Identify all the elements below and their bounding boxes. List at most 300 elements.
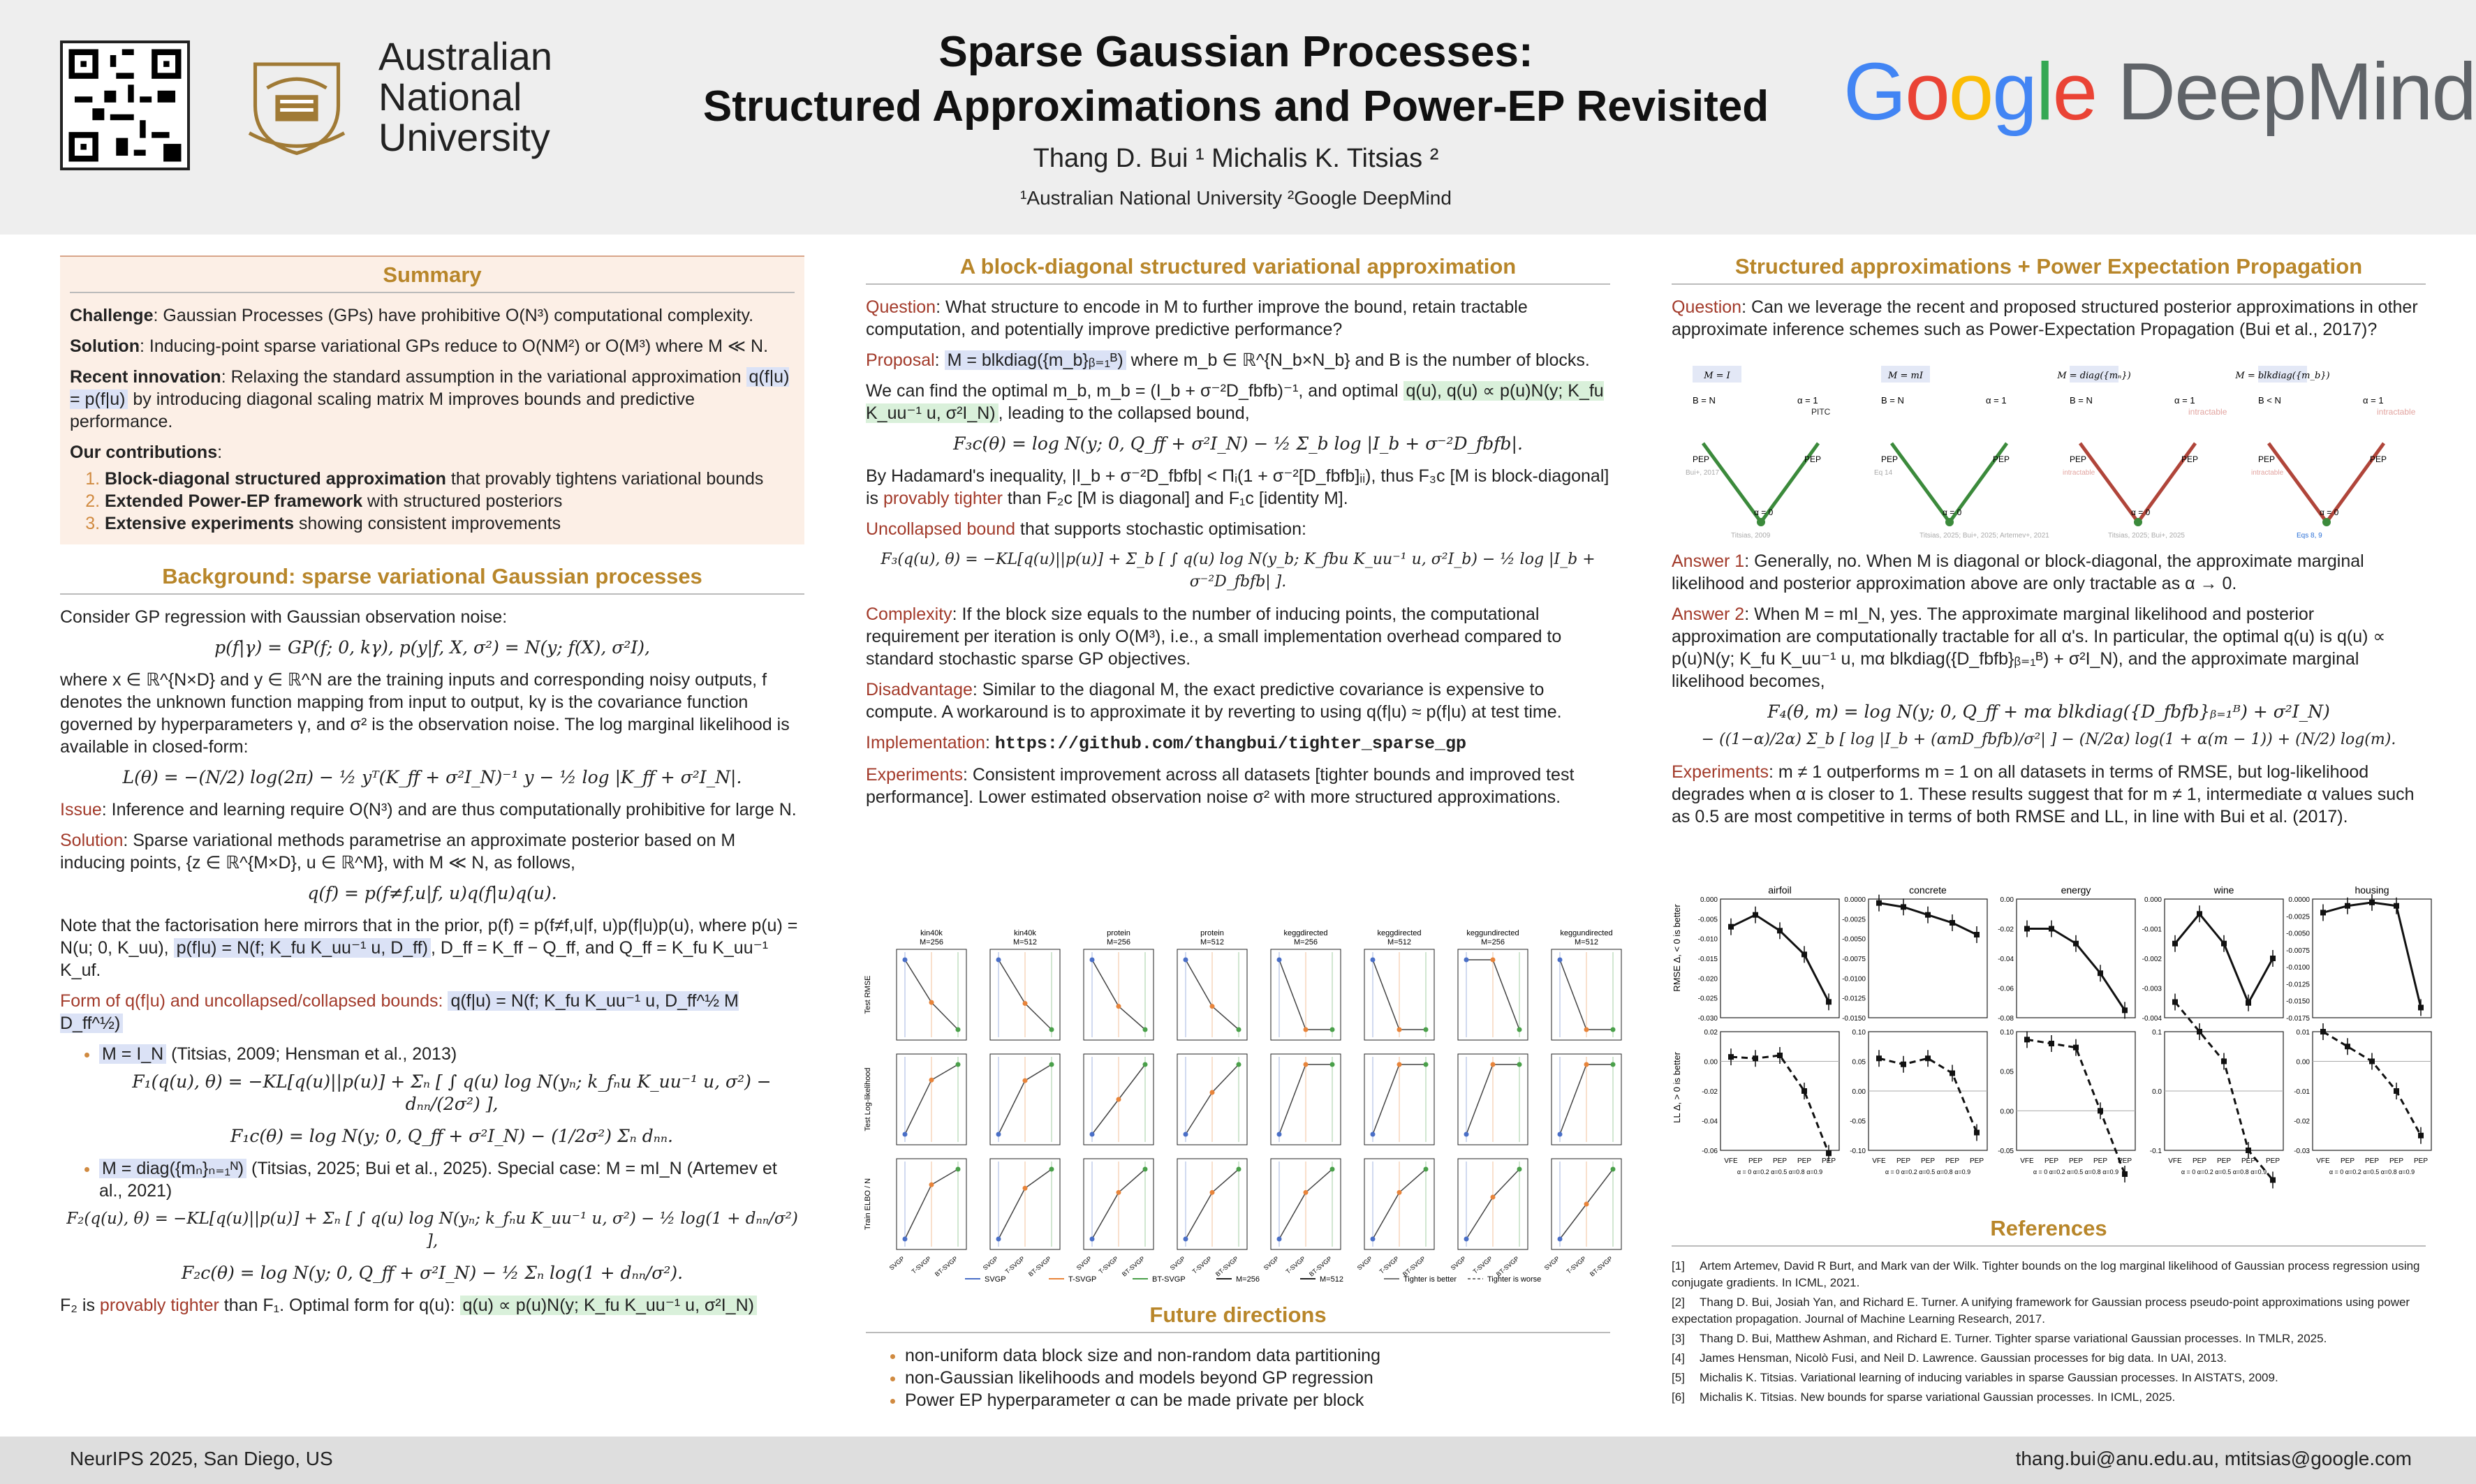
x-tick-label: VFE bbox=[1724, 1157, 1738, 1165]
exp-point bbox=[1558, 1132, 1563, 1137]
tick-label: -0.08 bbox=[1998, 1015, 2014, 1023]
ll-series-line bbox=[2323, 1032, 2421, 1136]
exp-x-label: BT-SVGP bbox=[1588, 1254, 1614, 1278]
ll-point bbox=[2098, 1108, 2103, 1113]
diagram-label: M = mI bbox=[1888, 371, 1923, 381]
pep-diagram-panel bbox=[1874, 366, 2049, 540]
ll-point bbox=[2394, 1088, 2399, 1094]
exp-row-label: Test RMSE bbox=[864, 975, 872, 1014]
tick-label: 0.1 bbox=[2152, 1029, 2162, 1037]
block-experiments bbox=[866, 764, 1610, 808]
exp-point bbox=[1371, 1237, 1376, 1242]
poster-footer bbox=[0, 1437, 2476, 1484]
x-tick-label: PEP bbox=[1797, 1157, 1812, 1165]
ll-point bbox=[1974, 1130, 1980, 1136]
ll-point bbox=[2049, 1041, 2054, 1046]
google-deepmind-logo bbox=[1843, 45, 2475, 138]
form-label: Form of q(f|u) and uncollapsed/collapsed bounds: bbox=[60, 991, 443, 1011]
exp-x-label: BT-SVGP bbox=[1214, 1254, 1240, 1278]
exp-point bbox=[996, 1237, 1001, 1242]
exp-x-label: BT-SVGP bbox=[1494, 1254, 1521, 1278]
tick-label: -0.0100 bbox=[1842, 975, 1866, 984]
contribution-rest: that provably tightens variational bounds bbox=[445, 469, 764, 489]
reference-number: [4] bbox=[1672, 1351, 1685, 1365]
reference-text: Thang D. Bui, Josiah Yan, and Richard E. Turner. A unifying framework for Gaussian process pseudo-point approximations using power expectation propagation. Journal of Machine Learning Research, 2017. bbox=[1672, 1296, 2410, 1326]
reference-item bbox=[1672, 1370, 2426, 1386]
form-line bbox=[60, 990, 804, 1034]
disadv-label: Disadvantage bbox=[866, 680, 973, 699]
contribution-item bbox=[105, 468, 795, 490]
exp-point bbox=[1330, 1167, 1335, 1172]
exp-col-title: protein bbox=[1200, 929, 1224, 937]
exp-col-m: M=256 bbox=[920, 938, 943, 947]
form-highlight: q(f|u) = N(f; K_fu K_uu⁻¹ u, D_ff^½ M D_ff^½) bbox=[60, 991, 739, 1033]
tick-label: -0.0075 bbox=[1842, 956, 1866, 963]
exp-col-m: M=512 bbox=[1575, 938, 1598, 947]
exp-x-label: T-SVGP bbox=[1191, 1254, 1214, 1275]
para2a: Note that the factorisation here mirrors that in the prior, p(f) = p(f≠f,u|f, u)p(f|u)p(u), where p(u) = N(u; 0, K_uu), bbox=[60, 916, 798, 958]
exp-point bbox=[1184, 1237, 1188, 1242]
reference-text: Michalis K. Titsias. Variational learning of inducing variables in sparse Gaussian processes. In AISTATS, 2009. bbox=[1700, 1371, 2278, 1384]
proposal-highlight: M = blkdiag({m_b}ᵦ₌₁ᴮ) bbox=[945, 350, 1126, 370]
exp-x-label: T-SVGP bbox=[910, 1254, 933, 1275]
exp-point bbox=[1304, 1027, 1309, 1032]
rmse-point bbox=[1925, 912, 1931, 918]
exp-point bbox=[1517, 1062, 1522, 1067]
tick-label: -0.03 bbox=[2294, 1148, 2310, 1155]
exp-point bbox=[1090, 1237, 1095, 1242]
authors: Thang D. Bui ¹ Michalis K. Titsias ² bbox=[1033, 144, 1439, 173]
tick-label: -0.0025 bbox=[2286, 913, 2310, 921]
x-tick-label: VFE bbox=[2316, 1157, 2330, 1165]
impl-label: Implementation bbox=[866, 733, 985, 752]
ll-point bbox=[1728, 1054, 1734, 1060]
background-title: Background: sparse variational Gaussian processes bbox=[60, 565, 804, 595]
exp-point bbox=[1464, 1132, 1469, 1137]
ll-point bbox=[1876, 1055, 1882, 1061]
rmse-point bbox=[2394, 903, 2399, 909]
tick-label: -0.005 bbox=[1697, 916, 1718, 924]
case-diagonal bbox=[99, 1157, 804, 1202]
rmse-point bbox=[2049, 926, 2054, 932]
disadv-text: : Similar to the diagonal M, the exact predictive covariance is expensive to compute. A workaround is to approximate it by reverting to using q(f|u) ≈ p(f|u) at test time. bbox=[866, 680, 1562, 722]
proposal: Proposal: M = blkdiag({m_b}ᵦ₌₁ᴮ) where m_b ∈ ℝ^{N_b×N_b} and B is the number of blocks. bbox=[866, 350, 1590, 370]
poster-title bbox=[614, 25, 1857, 134]
tick-label: -0.030 bbox=[1697, 1015, 1718, 1023]
optimal-text: We can find the optimal m_b, m_b = (I_b + σ⁻²D_fbfb)⁻¹, and optimal bbox=[866, 381, 1403, 401]
structured-exp-text: : m ≠ 1 outperforms m = 1 on all datasets in terms of RMSE, but log-likelihood degrades when α is closer to 1. These results suggest that for m ≠ 1, intermediate α values such as 0.5 are most competitive in terms of both RMSE and LL, in line with Bui et al. (2017). bbox=[1672, 762, 2415, 826]
exp-point bbox=[1330, 1027, 1335, 1032]
challenge-label: Challenge bbox=[70, 306, 154, 325]
answers bbox=[1672, 550, 2426, 836]
tick-label: -0.05 bbox=[1850, 1118, 1866, 1126]
qr-code-icon bbox=[60, 40, 190, 170]
rmse-point bbox=[2246, 1000, 2251, 1006]
legend-label: Tighter is worse bbox=[1487, 1275, 1542, 1284]
x-tick-label: PEP bbox=[2093, 1157, 2108, 1165]
anu-line-2: National bbox=[378, 75, 522, 119]
contribution-rest: showing consistent improvements bbox=[293, 514, 561, 533]
diagram-vertex-node bbox=[1757, 518, 1765, 526]
diagram-pep-right: PEP bbox=[2370, 454, 2387, 464]
rmse-series-line bbox=[2175, 914, 2273, 1003]
anu-wordmark bbox=[378, 36, 552, 158]
pep-diagram-panel bbox=[2056, 366, 2227, 540]
exp-x-label: SVGP bbox=[1355, 1254, 1374, 1272]
diagram-label: M = blkdiag({m_b}) bbox=[2235, 371, 2330, 381]
x-tick-label: VFE bbox=[2020, 1157, 2034, 1165]
exp-point bbox=[1184, 1132, 1188, 1137]
rmse-point bbox=[2122, 1007, 2128, 1013]
exp-point bbox=[1517, 1027, 1522, 1032]
exp-row-label: Test Log-likelihood bbox=[864, 1067, 872, 1131]
tick-label: -0.05 bbox=[1998, 1148, 2014, 1155]
future-title: Future directions bbox=[866, 1304, 1610, 1333]
exp-x-label: T-SVGP bbox=[1003, 1254, 1026, 1275]
x-tick-label: PEP bbox=[2389, 1157, 2404, 1165]
legend-label: T-SVGP bbox=[1068, 1275, 1097, 1284]
diagram-left-edge bbox=[2080, 443, 2138, 522]
case-identity bbox=[99, 1043, 804, 1148]
innovation-highlight: q(f|u) = p(f|u) bbox=[70, 367, 790, 409]
exp-point bbox=[1237, 1062, 1241, 1067]
exp-point bbox=[1611, 1062, 1616, 1067]
future-item: • non-uniform data block size and non-random data partitioning bbox=[905, 1344, 1610, 1367]
exp-x-label: SVGP bbox=[981, 1254, 1000, 1272]
rmse-point bbox=[2369, 900, 2375, 905]
tick-label: -0.1 bbox=[2149, 1148, 2162, 1155]
contact-emails: thang.bui@anu.edu.au, mtitsias@google.com bbox=[2015, 1448, 2412, 1469]
tick-label: -0.0175 bbox=[2286, 1015, 2310, 1023]
tick-label: -0.0150 bbox=[1842, 1015, 1866, 1023]
contribution-rest: with structured posteriors bbox=[362, 491, 563, 511]
contribution-bold: Extensive experiments bbox=[105, 514, 294, 533]
innovation bbox=[70, 366, 795, 433]
diagram-pep-right: PEP bbox=[1804, 454, 1822, 464]
exp-point bbox=[1023, 1186, 1028, 1191]
tick-label: -0.004 bbox=[2142, 1015, 2162, 1023]
rmse-point bbox=[2320, 910, 2326, 915]
diagram-right-label: α = 1 bbox=[1986, 395, 2007, 406]
exp-point bbox=[1117, 1004, 1121, 1009]
tick-label: 0.00 bbox=[2000, 896, 2014, 904]
exp-point bbox=[1491, 1195, 1496, 1200]
challenge-text: : Gaussian Processes (GPs) have prohibitive O(N³) computational complexity. bbox=[153, 306, 754, 325]
rmse-point bbox=[1950, 920, 1955, 926]
diagram-cite-2: Titsias, 2025; Bui+, 2025; Artemev+, 2021 bbox=[1919, 532, 2049, 540]
tick-label: -0.04 bbox=[1702, 1118, 1718, 1126]
exp-point bbox=[1611, 1027, 1616, 1032]
exp-point bbox=[1117, 1097, 1121, 1102]
affiliations: ¹Australian National University ²Google DeepMind bbox=[1020, 187, 1452, 209]
case2-cite: (Titsias, 2025; Bui et al., 2025). Special case: M = mI_N (Artemev et al., 2021) bbox=[99, 1159, 777, 1201]
x-tick-label: PEP bbox=[1748, 1157, 1763, 1165]
reference-item bbox=[1672, 1294, 2426, 1328]
exp-point bbox=[1371, 1132, 1376, 1137]
eq-f1: F₁(q(u), θ) = −KL[q(u)||p(u)] + Σₙ [ ∫ q(u) log N(yₙ; k_fₙu K_uu⁻¹ u, σ²) − dₙₙ/(2σ²) ], bbox=[132, 1071, 772, 1114]
answer1-label: Answer 1 bbox=[1672, 551, 1745, 571]
exp-point bbox=[1117, 1190, 1121, 1195]
reference-item bbox=[1672, 1330, 2426, 1347]
answer2-label: Answer 2 bbox=[1672, 604, 1745, 624]
rmse-series-line bbox=[2323, 903, 2421, 1008]
structured-q-text: : Can we leverage the recent and proposed structured posterior approximations in other approximate inference schemes such as Power-Expectation Propagation (Bui et al., 2017)? bbox=[1672, 297, 2418, 339]
rmse-point bbox=[2024, 926, 2030, 932]
exp-x-label: SVGP bbox=[1075, 1254, 1093, 1272]
exp-point bbox=[1491, 1062, 1496, 1067]
exp-point bbox=[1304, 1190, 1309, 1195]
para2b: , D_ff = K_ff − Q_ff, and Q_ff = K_fu K_uu⁻¹ K_uf. bbox=[60, 938, 769, 980]
exp-point bbox=[1397, 1190, 1402, 1195]
diagram-bottom-label: α = 0 bbox=[1943, 507, 1962, 517]
answer1-text: : Generally, no. When M is diagonal or block-diagonal, the approximate marginal likelihood and posterior approximation above are only tractable as α → 0. bbox=[1672, 551, 2364, 593]
exp-x-label: BT-SVGP bbox=[1307, 1254, 1334, 1278]
rmse-point bbox=[1974, 932, 1980, 937]
tick-label: -0.003 bbox=[2142, 985, 2162, 993]
complexity-label: Complexity bbox=[866, 604, 952, 624]
exp-x-label: T-SVGP bbox=[1471, 1254, 1494, 1275]
contrib-label: Our contributions bbox=[70, 443, 218, 462]
x-tick-label: PEP bbox=[2364, 1157, 2380, 1165]
exp-x-label: T-SVGP bbox=[1378, 1254, 1401, 1275]
reference-number: [5] bbox=[1672, 1371, 1685, 1384]
innovation-label: Recent innovation bbox=[70, 367, 221, 387]
tick-label: -0.0050 bbox=[2286, 930, 2310, 938]
diagram-pep-right: PEP bbox=[1993, 454, 2010, 464]
diagram-cite-1: Eq 14 bbox=[1874, 469, 1893, 477]
eq-f3: F₃(q(u), θ) = −KL[q(u)||p(u)] + Σ_b [ ∫ q(u) log N(y_b; K_fbu K_uu⁻¹ u, σ²I_b) − ½ log |I_b + σ⁻²D_fbfb| ]. bbox=[880, 551, 1596, 591]
ll-point bbox=[1901, 1062, 1906, 1067]
tick-label: -0.02 bbox=[1998, 926, 2014, 934]
exp-point bbox=[929, 1182, 934, 1187]
reference-number: [2] bbox=[1672, 1296, 1685, 1309]
block-question bbox=[866, 296, 1610, 341]
tick-label: 0.00 bbox=[2296, 1058, 2310, 1067]
hadamard-a: By Hadamard's inequality, |I_b + σ⁻²D_fbfb| < Πᵢ(1 + σ⁻²[D_fbfb]ᵢᵢ), thus F₃c [M is block-diagonal] is bbox=[866, 466, 1609, 508]
x-alpha-label: α = 0 α=0.2 α=0.5 α=0.8 α=0.9 bbox=[2181, 1168, 2267, 1175]
diagram-cite-1: Bui+, 2017 bbox=[1686, 469, 1720, 477]
exp-x-label: T-SVGP bbox=[1565, 1254, 1588, 1275]
tick-label: 0.05 bbox=[2000, 1068, 2014, 1076]
tick-label: 0.10 bbox=[2000, 1029, 2014, 1037]
anu-crest-icon bbox=[237, 40, 356, 159]
exp-col-m: M=512 bbox=[1387, 938, 1411, 947]
tick-label: 0.00 bbox=[1704, 1058, 1718, 1067]
ll-point bbox=[2172, 1000, 2178, 1005]
bg-para2 bbox=[60, 914, 804, 981]
x-tick-label: PEP bbox=[1969, 1157, 1984, 1165]
exp-point bbox=[1464, 1237, 1469, 1242]
eq-q: q(f) = p(f≠f,u|f, u)q(f|u)q(u). bbox=[307, 883, 557, 903]
left-column bbox=[60, 255, 804, 1325]
exp-point bbox=[1584, 1062, 1589, 1067]
exp-col-m: M=256 bbox=[1481, 938, 1505, 947]
diagram-pep-left: PEP bbox=[2070, 454, 2087, 464]
diagram-bottom-label: α = 0 bbox=[2131, 507, 2151, 517]
final-a: F₂ is bbox=[60, 1296, 100, 1315]
bg-solution bbox=[60, 829, 804, 874]
pep-diagram bbox=[1672, 363, 2426, 544]
exp-point bbox=[1210, 1190, 1215, 1195]
exp-col-title: kin40k bbox=[1014, 929, 1036, 937]
reference-text: James Hensman, Nicolò Fusi, and Neil D. Lawrence. Gaussian processes for big data. In UAI, 2013. bbox=[1700, 1351, 2227, 1365]
rmse-point bbox=[1753, 912, 1758, 918]
answer-1 bbox=[1672, 550, 2426, 595]
diagram-top-right: PITC bbox=[1811, 407, 1831, 417]
exp-col-title: kin40k bbox=[920, 929, 943, 937]
pep-diagram-panel bbox=[2234, 366, 2415, 540]
panel-title: concrete bbox=[1909, 884, 1947, 896]
x-tick-label: PEP bbox=[2340, 1157, 2355, 1165]
exp-point bbox=[1143, 1167, 1148, 1172]
tick-label: 0.0000 bbox=[1844, 896, 1866, 904]
tick-label: 0.000 bbox=[2144, 896, 2162, 904]
panel-title: housing bbox=[2355, 884, 2389, 896]
exp-x-label: BT-SVGP bbox=[1026, 1254, 1053, 1278]
diagram-cite-2: Titsias, 2025; Bui+, 2025 bbox=[2108, 532, 2185, 540]
anu-line-1: Australian bbox=[378, 34, 553, 78]
optimal-highlight: q(u), q(u) ∝ p(u)N(y; K_fu K_uu⁻¹ u, σ²I_N) bbox=[866, 381, 1604, 423]
impl-link[interactable]: https://github.com/thangbui/tighter_sparse_gp bbox=[994, 734, 1466, 754]
ll-series-line bbox=[1879, 1058, 1977, 1132]
exp-point bbox=[1424, 1167, 1429, 1172]
legend-label: Tighter is better bbox=[1403, 1275, 1457, 1284]
diagram-left-edge bbox=[1892, 443, 1950, 522]
challenge bbox=[70, 304, 795, 327]
legend-label: M=256 bbox=[1236, 1275, 1260, 1284]
ll-point bbox=[2024, 1037, 2030, 1042]
tick-label: -0.02 bbox=[2294, 1118, 2310, 1126]
diagram-left-label: B = N bbox=[1881, 395, 1904, 406]
ll-point bbox=[2073, 1045, 2079, 1051]
panel-frame bbox=[2313, 899, 2431, 1018]
final-tighter: provably tighter bbox=[99, 1296, 219, 1315]
ll-point bbox=[1950, 1071, 1955, 1076]
rmse-point bbox=[2345, 903, 2350, 909]
answer-2 bbox=[1672, 603, 2426, 692]
tick-label: 0.10 bbox=[1852, 1029, 1866, 1037]
exp-col-m: M=256 bbox=[1294, 938, 1318, 947]
exp-point bbox=[956, 1062, 961, 1067]
exp-point bbox=[1090, 1132, 1095, 1137]
legend-label: BT-SVGP bbox=[1152, 1275, 1186, 1284]
optimal bbox=[866, 380, 1610, 424]
optimal-text-b: , leading to the collapsed bound, bbox=[998, 403, 1250, 423]
eq-f4a: F₄(θ, m) = log N(y; 0, Q_ff + mα blkdiag({D_fbfb}ᵦ₌₁ᴮ) + σ²I_N) bbox=[1767, 702, 2330, 722]
implementation: Implementation: https://github.com/thangbui/tighter_sparse_gp bbox=[866, 733, 1466, 754]
rmse-point bbox=[2221, 941, 2227, 947]
exp-col-title: keggundirected bbox=[1466, 929, 1519, 937]
x-tick-label: PEP bbox=[2265, 1157, 2280, 1165]
uncollapsed-text: that supports stochastic optimisation: bbox=[1015, 519, 1306, 539]
diagram-bottom-label: α = 0 bbox=[2320, 507, 2339, 517]
exp-x-label: T-SVGP bbox=[1097, 1254, 1120, 1275]
pep-diagram-panel bbox=[1686, 366, 1831, 540]
exp-point bbox=[1330, 1062, 1335, 1067]
tick-label: -0.0150 bbox=[2286, 997, 2310, 1006]
exp-point bbox=[1049, 1062, 1054, 1067]
x-tick-label: PEP bbox=[1772, 1157, 1788, 1165]
diagram-cite-1: intractable bbox=[2063, 469, 2095, 477]
diagram-left-label: B = N bbox=[1693, 395, 1716, 406]
rmse-point bbox=[1876, 900, 1882, 906]
reference-item bbox=[1672, 1389, 2426, 1406]
exp-point bbox=[903, 1132, 908, 1137]
exp-col-title: keggundirected bbox=[1560, 929, 1613, 937]
diagram-vertex-node bbox=[1945, 518, 1954, 526]
rmse-point bbox=[1777, 928, 1783, 933]
tick-label: 0.01 bbox=[2296, 1029, 2310, 1037]
eq-prior: p(f|γ) = GP(f; 0, kγ), p(y|f, X, σ²) = N(y; f(X), σ²I), bbox=[214, 637, 650, 658]
panel-title: airfoil bbox=[1768, 884, 1792, 896]
diagram-cite-1: intractable bbox=[2251, 469, 2284, 477]
tick-label: -0.04 bbox=[1998, 956, 2014, 963]
legend-label: M=512 bbox=[1320, 1275, 1343, 1284]
tick-label: 0.0 bbox=[2152, 1088, 2162, 1096]
rmse-point bbox=[2098, 970, 2103, 976]
exp-col-m: M=512 bbox=[1013, 938, 1037, 947]
x-tick-label: PEP bbox=[2216, 1157, 2232, 1165]
tick-label: 0.02 bbox=[1704, 1029, 1718, 1037]
contribution-bold: Extended Power-EP framework bbox=[105, 491, 363, 511]
title-line-2: Structured Approximations and Power-EP Revisited bbox=[702, 82, 1769, 131]
exp-point bbox=[1277, 1132, 1282, 1137]
ll-point bbox=[2122, 1171, 2128, 1177]
exp-point bbox=[996, 958, 1001, 963]
exp-x-label: SVGP bbox=[1449, 1254, 1468, 1272]
future-section bbox=[866, 1304, 1610, 1416]
rmse-point bbox=[1826, 999, 1832, 1004]
diagram-left-label: B < N bbox=[2258, 395, 2281, 406]
summary-title: Summary bbox=[70, 264, 795, 293]
exp-col-title: keggdirected bbox=[1377, 929, 1422, 937]
diagram-left-label: B = N bbox=[2070, 395, 2093, 406]
google-letter: o bbox=[1948, 46, 1993, 137]
middle-column bbox=[866, 255, 1610, 817]
diagram-left-edge bbox=[1703, 443, 1761, 522]
exp-x-label: BT-SVGP bbox=[1120, 1254, 1147, 1278]
tick-label: 0.05 bbox=[1852, 1058, 1866, 1067]
exp-point bbox=[1143, 1062, 1148, 1067]
diagram-bottom-label: α = 0 bbox=[1754, 507, 1774, 517]
hadamard-tighter: provably tighter bbox=[883, 489, 1003, 508]
eq-f1c: F₁c(θ) = log N(y; 0, Q_ff + σ²I_N) − (1/2σ²) Σₙ dₙₙ. bbox=[230, 1126, 673, 1146]
innovation-text-b: by introducing diagonal scaling matrix M improves bounds and predictive performance. bbox=[70, 389, 695, 431]
ll-point bbox=[1801, 1088, 1807, 1094]
google-letter: g bbox=[1992, 46, 2036, 137]
tick-label: -0.06 bbox=[1702, 1148, 1718, 1155]
experiment-grid-chart bbox=[860, 926, 1614, 1289]
google-wordmark bbox=[1843, 46, 2096, 137]
exp-point bbox=[1424, 1062, 1429, 1067]
ll-point bbox=[2221, 1059, 2227, 1064]
reference-number: [6] bbox=[1672, 1390, 1685, 1404]
tick-label: -0.010 bbox=[1697, 935, 1718, 944]
solution-text: : Inducing-point sparse variational GPs reduce to O(NM²) or O(M³) where M ≪ N. bbox=[139, 336, 769, 356]
exp-point bbox=[1143, 1027, 1148, 1032]
ll-series-line bbox=[1731, 1055, 1829, 1153]
rmse-point bbox=[2197, 911, 2202, 917]
case1-cite: (Titsias, 2009; Hensman et al., 2013) bbox=[166, 1044, 457, 1064]
diagram-top-right: intractable bbox=[2188, 407, 2227, 417]
exp-point bbox=[1277, 958, 1282, 963]
rmse-point bbox=[2073, 941, 2079, 947]
references-section bbox=[1672, 1217, 2426, 1409]
x-alpha-label: α = 0 α=0.2 α=0.5 α=0.8 α=0.9 bbox=[1885, 1168, 1971, 1175]
panel-frame bbox=[2313, 1032, 2431, 1150]
exp-point bbox=[1184, 958, 1188, 963]
reference-item bbox=[1672, 1350, 2426, 1367]
